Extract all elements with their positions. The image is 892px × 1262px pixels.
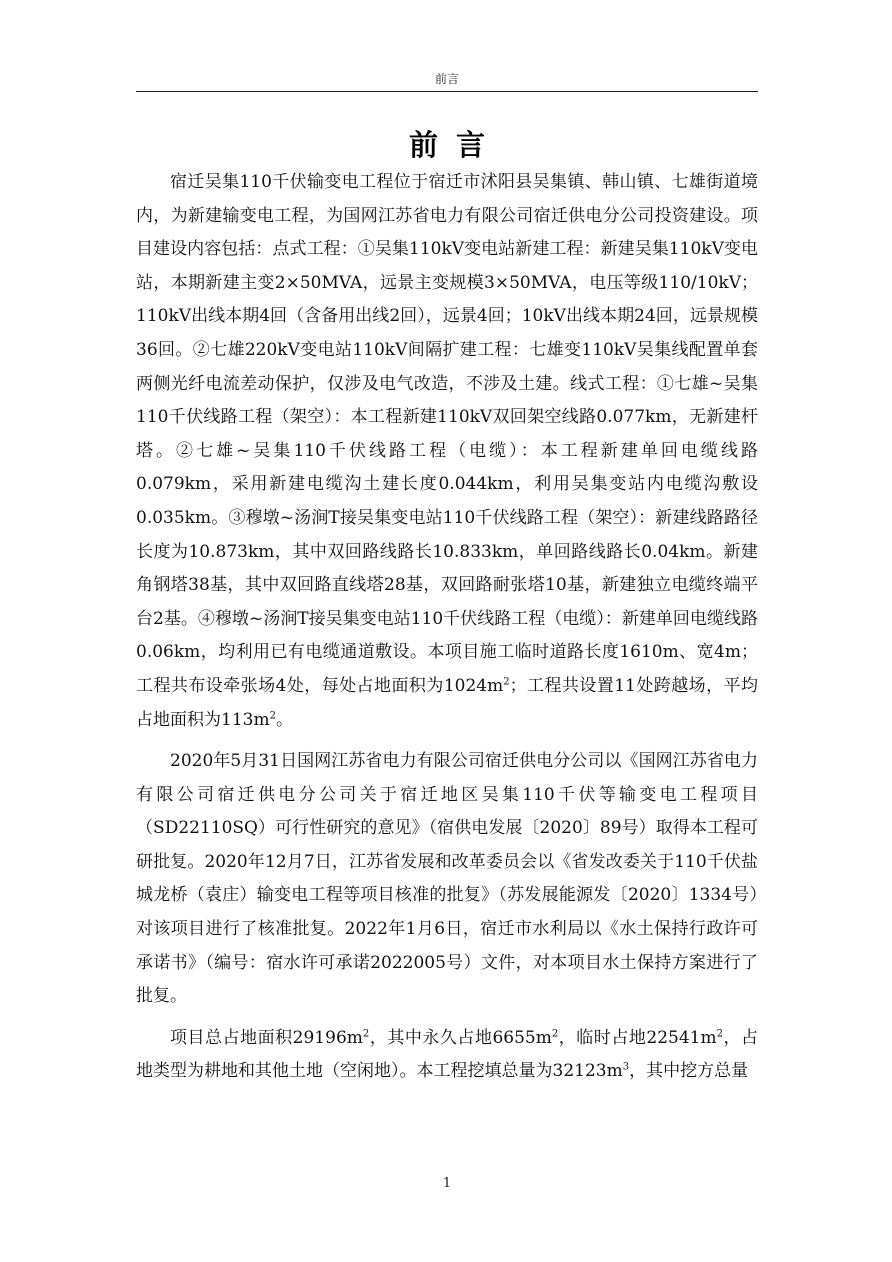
superscript: 2	[362, 1028, 370, 1040]
running-header: 前言	[434, 72, 459, 86]
paragraph-text: ，其中挖方总量	[629, 1061, 749, 1082]
paragraph-text: ，其中永久占地6655m	[369, 1027, 552, 1048]
header-divider	[136, 91, 758, 92]
paragraph-text: 。	[275, 709, 293, 730]
body-text	[136, 166, 758, 1089]
superscript: 2	[269, 709, 276, 721]
paragraph-text: ；工程共设置11处跨越场，平均占地面积为113m	[136, 675, 758, 730]
superscript: 3	[622, 1061, 630, 1073]
paragraph-text: ，临时占地22541m	[558, 1027, 717, 1048]
paragraph-project-overview	[136, 166, 758, 737]
paragraph-land-use	[136, 1022, 758, 1089]
paragraph-text: 宿迁吴集110千伏输变电工程位于宿迁市沭阳县吴集镇、韩山镇、七雄街道境内，为新建输变电工程，为国网江苏省电力有限公司宿迁供电分公司投资建设。项目建设内容包括：点式工程：①吴集110kV变电站新建工程：新建吴集110kV变电站，本期新建主变2×50MVA，远景主变规模3×50MVA，电压等级110/10kV；110kV出线本期4回（含备用出线2回），远景4回；10kV出线本期24回，远景规模36回。②七雄220kV变电站110kV间隔扩建工程：七雄变110kV吴集线配置单套两侧光纤电流差动保护，仅涉及电气改造，不涉及土建。线式工程：①七雄~吴集110千伏线路工程（架空）：本工程新建110kV双回架空线路0.077km，无新建杆塔。②七雄~吴集110千伏线路工程（电缆）：本工程新建单回电缆线路0.079km，采用新建电缆沟土建长度0.044km，利用吴集变站内电缆沟敷设0.035km。③穆墩~汤涧T接吴集变电站110千伏线路工程（架空）：新建线路路径长度为10.873km，其中双回路线路长10.833km，单回路线路长0.04km。新建角钢塔38基，其中双回路直线塔28基，双回路耐张塔10基，新建独立电缆终端平台2基。④穆墩~汤涧T接吴集变电站110千伏线路工程（电缆）：新建单回电缆线路0.06km，均利用已有电缆通道敷设。本项目施工临时道路长度1610m、宽4m；工程共布设牵张场4处，每处占地面积为1024m	[136, 172, 758, 696]
page-title: 前言	[408, 128, 503, 163]
superscript: 2	[716, 1028, 723, 1040]
paragraph-approvals: 2020年5月31日国网江苏省电力有限公司宿迁供电分公司以《国网江苏省电力有限公司宿迁供电分公司关于宿迁地区吴集110千伏等输变电工程项目（SD22110SQ）可行性研究的意见》（宿供电发展〔2020〕89号）取得本工程可研批复。2020年12月7日，江苏省发展和改革委员会以《省发改委关于110千伏盐城龙桥（袁庄）输变电工程等项目核准的批复》（苏发展能源发〔2020〕1334号）对该项目进行了核准批复。2022年1月6日，宿迁市水利局以《水土保持行政许可承诺书》（编号：宿水许可承诺2022005号）文件，对本项目水土保持方案进行了批复。	[136, 751, 758, 1007]
superscript: 2	[551, 1028, 559, 1040]
paragraph-text: 项目总占地面积29196m	[170, 1027, 363, 1048]
page-number: 1	[442, 1176, 452, 1191]
paragraph-text: ，占地类型为耕地和其他土地（空闲地）。本工程挖填总量为32123m	[136, 1027, 759, 1082]
superscript: 2	[503, 676, 510, 688]
